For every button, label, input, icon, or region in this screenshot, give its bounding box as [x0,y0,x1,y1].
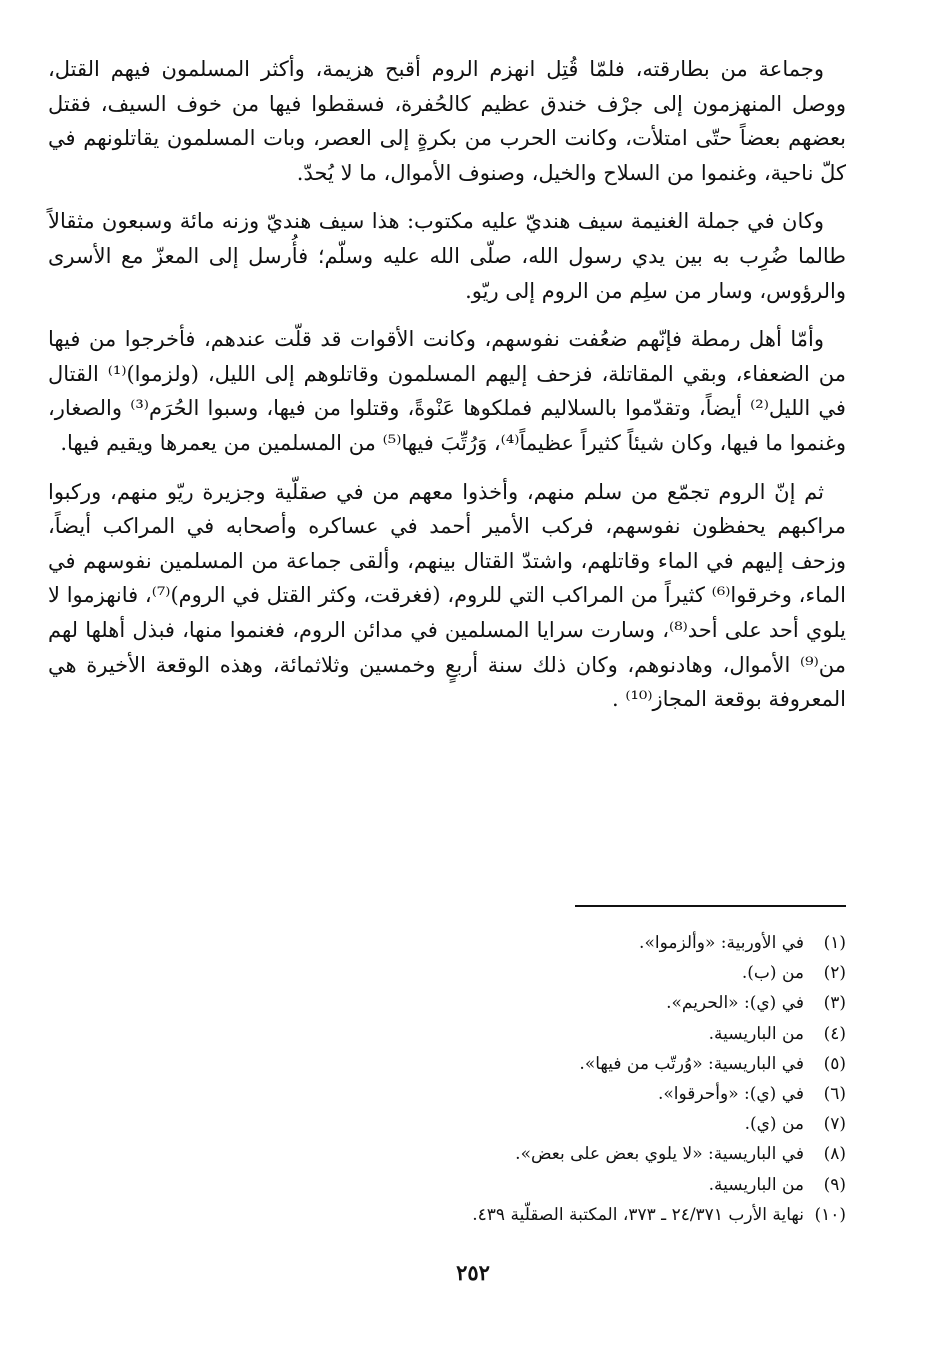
footnote-item [300,1049,846,1079]
paragraph-2: وكان في جملة الغنيمة سيف هنديّ عليه مكتوب: هذا سيف هنديّ وزنه مائة وسبعون مثقالاً طالما ضُرِب به بين يدي رسول الله، صلّى الله عليه وسلّم؛ فأُرسل إلى المعزّ مع الأسرى والرؤوس، وسار من سلِم من الروم إلى ريّو. [48,209,846,303]
footnote-number: (٨) [823,1144,846,1165]
footnote-text: من الباريسية. [708,1174,804,1195]
footnote-text: من (ب). [741,963,804,984]
footnote-number: (٧) [823,1114,846,1135]
paragraph-3: وأمّا أهل رمطة فإنّهم ضعُفت نفوسهم، وكانت الأقوات قد قلّت عندهم، فأخرجوا من فيها من الضعفاء، وبقي المقاتلة، فزحف إليهم المسلمون وقاتلوهم إلى الليل، (ولزموا)⁽¹⁾ القتال في الليل⁽²⁾ أيضاً، وتقدّموا بالسلاليم فملكوها عَنْوةً، وقتلوا من فيها، وسبوا الحُرَم⁽³⁾ والصغار، وغنموا ما فيها، وكان شيئاً كثيراً عظيماً⁽⁴⁾، وَرُتِّبَ فيها⁽⁵⁾ من المسلمين من يعمرها ويقيم فيها. [48,327,846,455]
footnote-item [300,988,846,1018]
footnote-separator [575,905,846,907]
footnote-text: في الباريسية: «وُرتّب من فيها». [579,1053,804,1074]
paragraph-4: ثم إنّ الروم تجمّع من سلم منهم، وأخذوا معهم من في صقلّية وجزيرة ريّو منهم، وركبوا مراكبهم يحفظون نفوسهم، فركب الأمير أحمد في عساكره وأصحابه في المراكب أيضاً، وزحف إليهم في الماء وقاتلهم، واشتدّ القتال بينهم، وألقى جماعة من المسلمين نفوسهم في الماء، وخرقوا⁽⁶⁾ كثيراً من المراكب التي للروم، (فغرقت، وكثر القتل في الروم)⁽⁷⁾، فانهزموا لا يلوي أحد على أحد⁽⁸⁾، وسارت سرايا المسلمين في مدائن الروم، فغنموا منها، فبذل أهلها لهم من⁽⁹⁾ الأموال، وهادنوهم، وكان ذلك سنة أربعٍ وخمسين وثلاثمائة، وهذه الوقعة الأخيرة هي المعروفة بوقعة المجاز⁽¹⁰⁾ . [48,479,846,712]
paragraph-1: وجماعة من بطارقته، فلمّا قُتِل انهزم الروم أقبح هزيمة، وأكثر المسلمون فيهم القتل، ووصل المنهزمون إلى جرْف خندق عظيم كالحُفرة، فسقطوا فيها من خوف السيف، فقتل بعضهم بعضاً حتّى امتلأت، وكانت الحرب من بكرةٍ إلى العصر، وبات المسلمون يقاتلونهم في كلّ ناحية، وغنموا من السلاح والخيل، وصنوف الأموال، ما لا يُحدّ. [48,57,846,185]
footnote-item [300,1200,846,1230]
footnote-text: من الباريسية. [708,1023,804,1044]
footnote-number: (٩) [823,1174,846,1195]
footnote-number: (٦) [823,1083,846,1104]
footnote-item [300,958,846,988]
footnote-number: (١) [823,933,846,953]
footnote-number: (١٠) [814,1204,846,1225]
footnote-item [300,1139,846,1169]
footnote-item [300,1170,846,1200]
footnote-item [300,1079,846,1109]
footnote-text: في (ي): «الحريم». [666,993,804,1014]
footnote-item [300,1109,846,1139]
footnote-item [300,1019,846,1049]
footnote-number: (٣) [823,993,846,1014]
footnote-text: نهاية الأرب ٢٤/٣٧١ ـ ٣٧٣، المكتبة الصقلّية ٤٣٩. [472,1204,804,1225]
footnote-item [300,928,846,958]
main-text [48,52,846,717]
footnote-number: (٢) [823,963,846,984]
footnote-text: من (ي). [744,1114,804,1135]
footnote-text: في الأوربية: «وألزموا». [639,933,804,953]
page-number: ٢٥٢ [456,1260,490,1285]
footnotes [300,928,846,1230]
footnote-number: (٥) [823,1053,846,1074]
footnote-text: في الباريسية: «لا يلوي بعض على بعض». [515,1144,804,1165]
footnote-number: (٤) [823,1023,846,1044]
footnote-text: في (ي): «وأحرقوا». [657,1083,804,1104]
